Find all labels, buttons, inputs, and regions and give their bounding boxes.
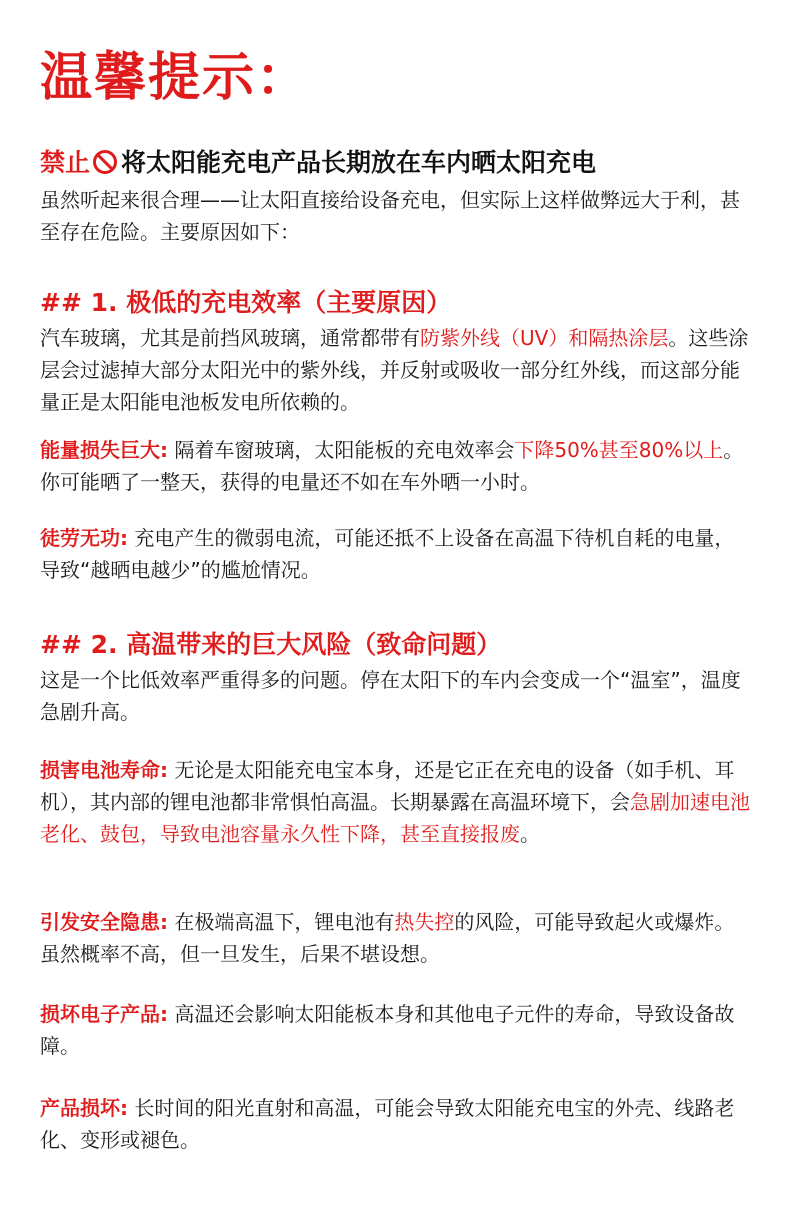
ban-heading [40, 146, 596, 184]
item-lead: 损坏电子产品: [40, 1002, 168, 1026]
item-text-c: 的风险，可能导致起火或爆炸。虽然概率不高，但一旦发生，后果不堪设想。 [40, 910, 735, 966]
section-2-item-product-damage [40, 1092, 752, 1156]
item-lead: 能量损失巨大: [40, 438, 168, 462]
item-text-a: 充电产生的微弱电流，可能还抵不上设备在高温下待机自耗的电量，导致“越晒电越少”的尴尬情况。 [40, 526, 735, 582]
section-1-heading: ## 1. 极低的充电效率（主要原因） [40, 288, 452, 317]
item-text-a: 无论是太阳能充电宝本身，还是它正在充电的设备（如手机、耳机），其内部的锂电池都非常惧怕高温。长期暴露在高温环境下，会 [40, 758, 735, 814]
item-highlight: 下降50%甚至80%以上 [514, 438, 724, 462]
item-highlight: 热失控 [394, 910, 455, 934]
item-lead: 引发安全隐患: [40, 910, 168, 934]
item-highlight: 急剧加速电池老化、鼓包，导致电池容量永久性下降，甚至直接报废 [40, 790, 750, 846]
section-2-item-safety [40, 906, 752, 970]
item-lead: 损害电池寿命: [40, 758, 168, 782]
item-text-a: 隔着车窗玻璃，太阳能板的充电效率会 [168, 438, 515, 462]
item-lead: 徒劳无功: [40, 526, 128, 550]
page-title: 温馨提示： [40, 48, 311, 108]
item-lead: 产品损坏: [40, 1096, 128, 1120]
item-text-c: 。你可能晒了一整天，获得的电量还不如在车外晒一小时。 [40, 438, 744, 494]
section-2-heading: ## 2. 高温带来的巨大风险（致命问题） [40, 630, 502, 659]
section-1-item-energy-loss [40, 434, 752, 498]
section-1-highlight: 防紫外线（UV）和隔热涂层 [420, 326, 669, 350]
section-2-item-electronics [40, 998, 752, 1062]
item-text-c: 。 [520, 822, 540, 846]
section-1-paragraph [40, 322, 752, 418]
section-1-text-c: 。这些涂层会过滤掉大部分太阳光中的紫外线，并反射或吸收一部分红外线，而这部分能量正是太阳能电池板发电所依赖的。 [40, 326, 749, 414]
item-text-a: 高温还会影响太阳能板本身和其他电子元件的寿命，导致设备故障。 [40, 1002, 735, 1058]
section-2-item-battery-life [40, 754, 752, 850]
prohibited-icon [92, 149, 118, 184]
section-1-text-a: 汽车玻璃，尤其是前挡风玻璃，通常都带有 [40, 326, 420, 350]
section-2-paragraph: 这是一个比低效率严重得多的问题。停在太阳下的车内会变成一个“温室”，温度急剧升高。 [40, 668, 741, 724]
intro-paragraph: 虽然听起来很合理——让太阳直接给设备充电，但实际上这样做弊远大于利，甚至存在危险。主要原因如下： [40, 188, 740, 244]
ban-label: 禁止 [40, 148, 91, 177]
item-text-a: 长时间的阳光直射和高温，可能会导致太阳能充电宝的外壳、线路老化、变形或褪色。 [40, 1096, 735, 1152]
ban-text: 将太阳能充电产品长期放在车内晒太阳充电 [121, 148, 597, 177]
item-text-a: 在极端高温下，锂电池有 [168, 910, 395, 934]
section-1-item-futile [40, 522, 752, 586]
